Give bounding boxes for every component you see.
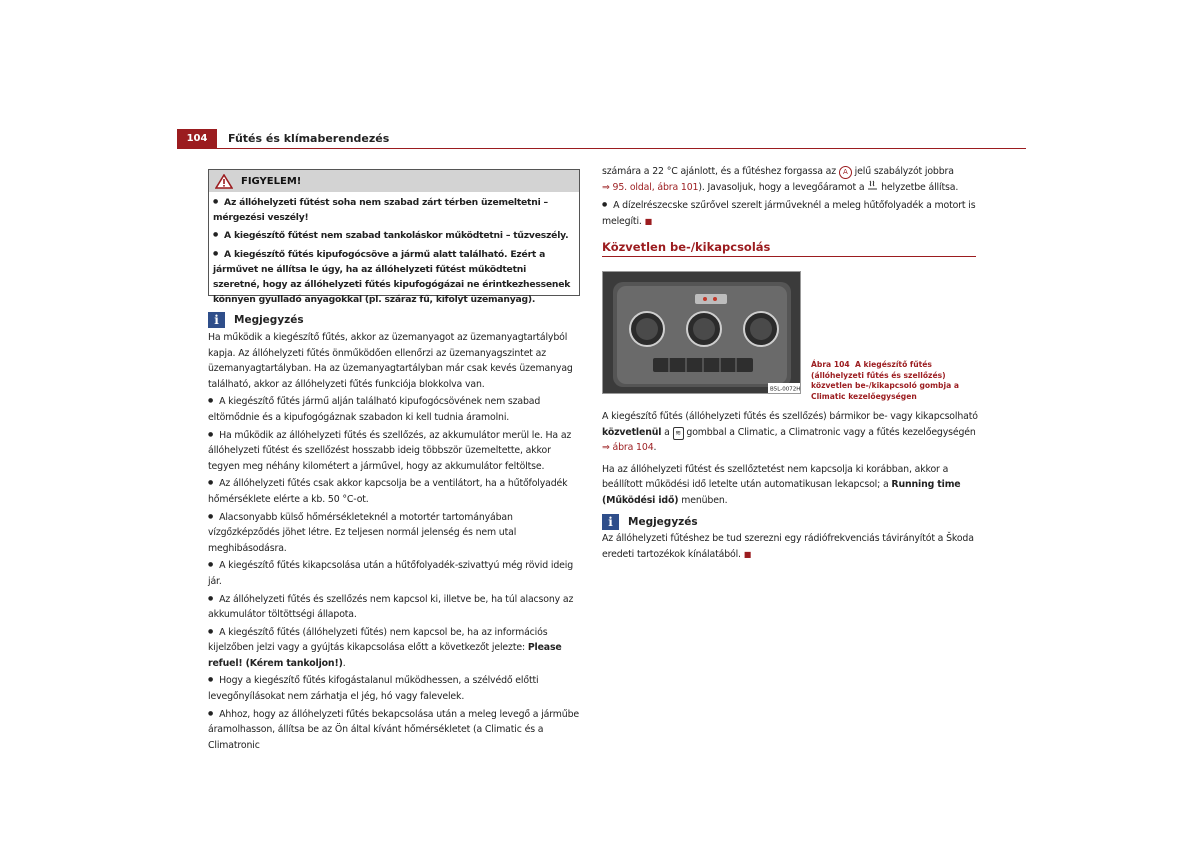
- diesel-bullet: [602, 197, 978, 229]
- note2-text: Az állóhelyzeti fűtéshez be tud szerezni egy rádiófrekvenciás távirányítót a Škoda eredeti tartozékok kínálatából.: [602, 533, 974, 560]
- warning-body: [209, 192, 579, 307]
- info-icon: i: [208, 312, 225, 328]
- caption-text: A kiegészítő fűtés (állóhelyzeti fűtés és szellőzés) közvetlen be-/kikapcsoló gombja a Climatic kezelőegységen: [811, 360, 959, 401]
- climatic-panel-figure: [602, 271, 801, 394]
- note1-bullet: ● Ahhoz, hogy az állóhelyzeti fűtés bekapcsolása után a meleg levegő a járműbe áramolhasson, állítsa be az Ön által kívánt hőmérsékletet (a Climatic és a Climatronic: [208, 706, 583, 754]
- note1-bullet-refuel: [208, 624, 583, 672]
- note1-title: Megjegyzés: [234, 314, 304, 326]
- note1-intro: Ha működik a kiegészítő fűtés, akkor az üzemanyagot az üzemanyagtartályból kapja. Az állóhelyzeti fűtés önműködően ellenőrzi az üzemanyagszintet az üzemanyagtartályban. Ha az üzemanyagtartályban már csak kevés üzemanyag található, akkor az állóhelyzeti fűtés funkciója blokkolva van.: [208, 332, 573, 390]
- note1-bullet: ● Alacsonyabb külső hőmérsékleteknél a motortér tartományában vízgőzképződés jöhet létre. Ez teljesen normál jelenség és nem utal meghibásodásra.: [208, 509, 583, 557]
- right-column-top: [602, 164, 978, 229]
- p2-text-a: Ha az állóhelyzeti fűtést és szellőztetést nem kapcsolja ki korábban, akkor a beállított működési idő letelte után automatikusan lekapcsol; a: [602, 463, 949, 491]
- figure-reference-link[interactable]: ⇒ ábra 104: [602, 442, 654, 454]
- info-icon: i: [602, 514, 619, 530]
- figure-code: B5L-0072H: [770, 386, 800, 393]
- note2-paragraph: [602, 531, 978, 562]
- cont-text-2: jelű szabályzót jobbra: [851, 166, 954, 177]
- warning-title: FIGYELEM!: [241, 175, 302, 187]
- page-number: 104: [177, 129, 217, 148]
- note1-bullet: ● Ha működik az állóhelyzeti fűtés és szellőzés, az akkumulátor merül le. Ha az állóhelyzeti fűtést és szellőzést hosszabb ideig többször üzemeltette, akkor tegyen meg néhány kilométert a járművel, hogy az akkumulátor feltöltse.: [208, 427, 583, 475]
- warning-box: [208, 169, 580, 306]
- refuel-message: Please refuel! (Kérem tankoljon!): [208, 642, 562, 669]
- figure-caption: [811, 360, 977, 402]
- note2-body: [602, 531, 978, 562]
- refuel-end: .: [342, 657, 346, 669]
- heater-button-icon: ≋: [673, 427, 684, 440]
- cont-text-3: ). Javasoljuk, hogy a levegőáramot a: [698, 181, 868, 193]
- page-reference-link[interactable]: ⇒ 95. oldal, ábra 101: [602, 181, 699, 193]
- p1-end: .: [653, 442, 657, 454]
- p2-text-b: menüben.: [678, 494, 728, 506]
- note1-heading: [208, 312, 304, 328]
- chapter-title: Fűtés és klímaberendezés: [228, 132, 390, 145]
- p1-text-a: A kiegészítő fűtés (állóhelyzeti fűtés és szellőzés) bármikor be- vagy kikapcsolható: [602, 411, 978, 422]
- right-column-body: [602, 409, 978, 509]
- airflow-icon: [867, 182, 878, 193]
- refuel-text: A kiegészítő fűtés (állóhelyzeti fűtés) nem kapcsol be, ha az információs kijelzőben jelzi vagy a gyújtás kikapcsolása előtt a következőt jelezte:: [208, 626, 548, 654]
- warning-item: ● Az állóhelyzeti fűtést soha nem szabad zárt térben üzemeltetni – mérgezési veszély!: [213, 194, 575, 225]
- note2-heading: [602, 514, 698, 530]
- diesel-text: A dízelrészecske szűrővel szerelt járműveknél a meleg hűtőfolyadék a motort is melegíti.: [602, 200, 976, 227]
- running-time-paragraph: [602, 462, 978, 509]
- caption-label: Ábra 104: [811, 360, 850, 369]
- note1-bullet: ● Az állóhelyzeti fűtés csak akkor kapcsolja be a ventilátort, ha a hűtőfolyadék hőmérséklete elérte a kb. 50 °C-ot.: [208, 475, 583, 507]
- climatic-panel-image: [603, 272, 800, 393]
- p1-text-b: a: [661, 426, 673, 438]
- section-rule: [602, 256, 976, 257]
- control-a-icon: A: [839, 166, 852, 179]
- continuation-paragraph: [602, 164, 978, 195]
- warning-item: ● A kiegészítő fűtés kipufogócsöve a jármű alatt található. Ezért a járművet ne állítsa le úgy, ha az állóhelyzeti fűtést működtetni szeretné, hogy az állóhelyzeti fűtés kipufogógázai ne érintkezhessenek könnyen gyulladó anyagokkal (pl. száraz fű, kifolyt üzemanyag).: [213, 246, 575, 308]
- note2-title: Megjegyzés: [628, 516, 698, 528]
- note1-body: [208, 330, 583, 753]
- note1-bullet: ● Hogy a kiegészítő fűtés kifogástalanul működhessen, a szélvédő előtti levegőnyílásokat nem zárhatja el jég, hó vagy falevelek.: [208, 672, 583, 704]
- cont-text-4: helyzetbe állítsa.: [878, 181, 959, 193]
- note1-bullet: ● Az állóhelyzeti fűtés és szellőzés nem kapcsol ki, illetve be, ha túl alacsony az akkumulátor töltöttségi állapota.: [208, 591, 583, 623]
- p2-bold: Running time (Működési idő): [602, 479, 961, 506]
- section-title: Közvetlen be-/kikapcsolás: [602, 240, 771, 254]
- p1-text-c: gombbal a Climatic, a Climatronic vagy a fűtés kezelőegységén: [683, 426, 976, 438]
- cont-text-1: számára a 22 °C ajánlott, és a fűtéshez forgassa az: [602, 166, 839, 177]
- end-of-section-icon: ■: [644, 216, 653, 226]
- end-of-section-icon: ■: [743, 549, 752, 559]
- note1-bullet: ● A kiegészítő fűtés kikapcsolása után a hűtőfolyadék-szivattyú még rövid ideig jár.: [208, 557, 583, 589]
- note1-bullet: ● A kiegészítő fűtés jármű alján található kipufogócsövének nem szabad eltömődnie és a kipufogógáznak szabadon ki kell tudnia áramolni.: [208, 393, 583, 425]
- direct-switch-paragraph: [602, 409, 978, 456]
- warning-header: [209, 170, 579, 192]
- warning-triangle-icon: [215, 174, 233, 189]
- header-rule: [177, 148, 1026, 149]
- warning-item: ● A kiegészítő fűtést nem szabad tankoláskor működtetni – tűzveszély.: [213, 227, 575, 243]
- p1-bold: közvetlenül: [602, 426, 662, 438]
